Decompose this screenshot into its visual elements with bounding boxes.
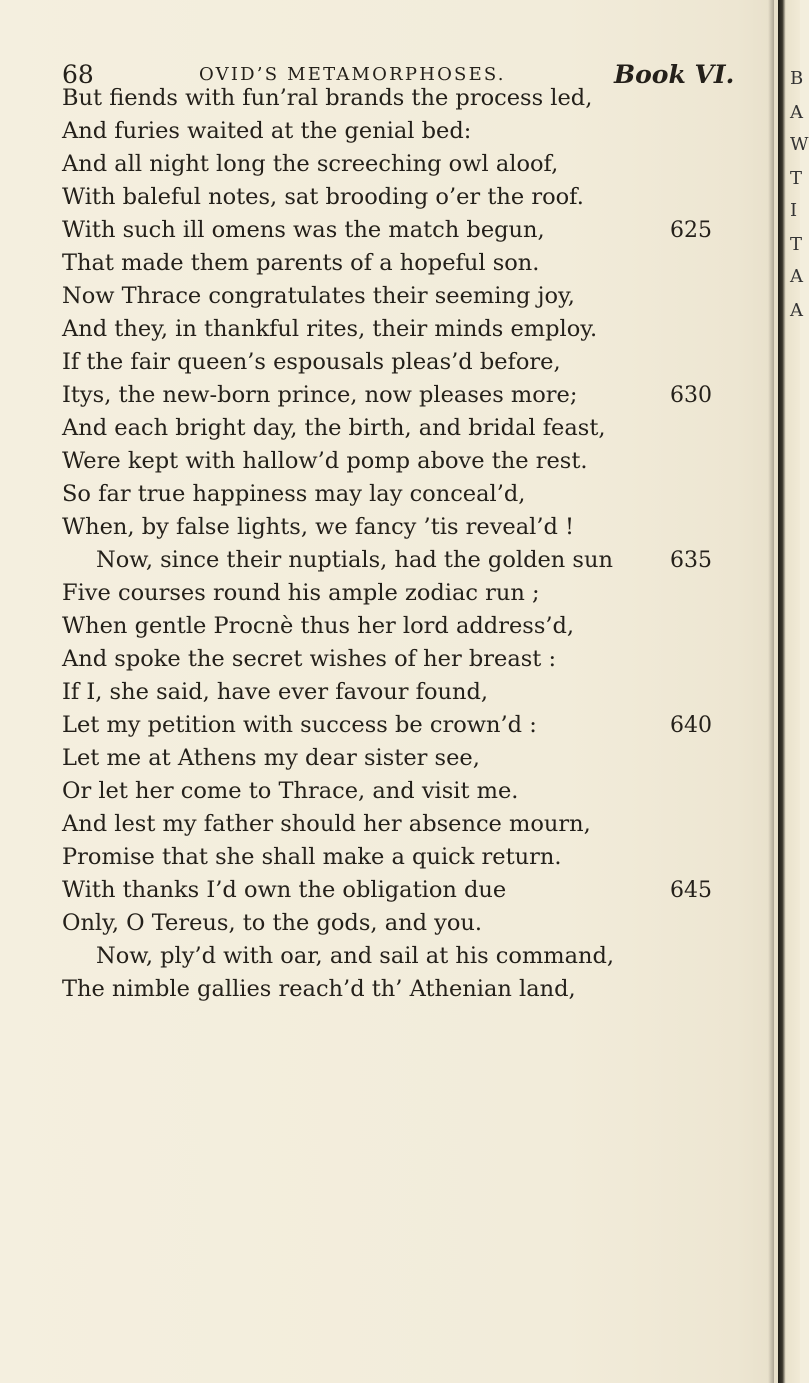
verse-text: And spoke the secret wishes of her breast :: [62, 646, 557, 672]
poem-text: [62, 82, 752, 1006]
adjacent-page-letter: A: [790, 300, 803, 321]
verse-text: That made them parents of a hopeful son.: [62, 250, 540, 276]
verse-line: [62, 412, 752, 445]
adjacent-page-letter: W: [790, 134, 809, 155]
page-number: 68: [62, 60, 94, 89]
verse-line: [62, 874, 752, 907]
verse-line: [62, 973, 752, 1006]
verse-text: So far true happiness may lay conceal’d,: [62, 481, 526, 507]
adjacent-page-letter: B: [790, 68, 804, 89]
verse-text: But fiends with fun’ral brands the process led,: [62, 85, 593, 111]
adjacent-page-letter: I: [790, 200, 798, 221]
adjacent-page-letter: T: [790, 168, 803, 189]
verse-line: [62, 775, 752, 808]
running-title: OVID’S METAMORPHOSES.: [199, 64, 506, 85]
line-number: 635: [670, 548, 712, 573]
verse-text: If the fair queen’s espousals pleas’d before,: [62, 349, 561, 375]
verse-text: Itys, the new-born prince, now pleases more;: [62, 382, 578, 408]
verse-text: If I, she said, have ever favour found,: [62, 679, 489, 705]
verse-text: Let my petition with success be crown’d :: [62, 712, 537, 738]
verse-text: With such ill omens was the match begun,: [62, 217, 545, 243]
line-number: 625: [670, 218, 712, 243]
verse-line: [62, 643, 752, 676]
adjacent-page-letter: T: [790, 234, 803, 255]
verse-line: [62, 544, 752, 577]
verse-line: [62, 511, 752, 544]
verse-text: Now, ply’d with oar, and sail at his command,: [96, 943, 615, 969]
verse-text: Five courses round his ample zodiac run ;: [62, 580, 540, 606]
verse-line: [62, 841, 752, 874]
verse-text: When gentle Procnè thus her lord address’d,: [62, 613, 575, 639]
verse-text: With baleful notes, sat brooding o’er the roof.: [62, 184, 584, 210]
verse-line: [62, 709, 752, 742]
line-number: 640: [670, 713, 712, 738]
verse-line: [62, 577, 752, 610]
verse-line: [62, 808, 752, 841]
verse-text: And each bright day, the birth, and bridal feast,: [62, 415, 606, 441]
line-number: 630: [670, 383, 712, 408]
verse-line: [62, 610, 752, 643]
verse-text: With thanks I’d own the obligation due: [62, 877, 507, 903]
verse-line: [62, 379, 752, 412]
line-number: 645: [670, 878, 712, 903]
verse-line: [62, 445, 752, 478]
verse-line: [62, 346, 752, 379]
page-gutter-shadow: [768, 0, 774, 1383]
verse-line: [62, 181, 752, 214]
verse-text: Or let her come to Thrace, and visit me.: [62, 778, 519, 804]
verse-text: And they, in thankful rites, their minds employ.: [62, 316, 598, 342]
adjacent-page-letter: A: [790, 102, 803, 123]
book-label: Book VI.: [614, 60, 735, 89]
verse-text: Promise that she shall make a quick return.: [62, 844, 562, 870]
verse-line: [62, 676, 752, 709]
verse-text: Now, since their nuptials, had the golden sun: [96, 547, 613, 573]
verse-line: [62, 148, 752, 181]
verse-text: Now Thrace congratulates their seeming joy,: [62, 283, 575, 309]
verse-text: Were kept with hallow’d pomp above the rest.: [62, 448, 588, 474]
verse-text: The nimble gallies reach’d th’ Athenian land,: [62, 976, 576, 1002]
verse-line: [62, 115, 752, 148]
verse-line: [62, 478, 752, 511]
verse-line: [62, 82, 752, 115]
verse-text: And furies waited at the genial bed:: [62, 118, 472, 144]
verse-line: [62, 280, 752, 313]
verse-line: [62, 214, 752, 247]
verse-line: [62, 247, 752, 280]
verse-line: [62, 907, 752, 940]
verse-text: When, by false lights, we fancy ’tis reveal’d !: [62, 514, 575, 540]
verse-text: Let me at Athens my dear sister see,: [62, 745, 480, 771]
verse-line: [62, 742, 752, 775]
verse-text: And all night long the screeching owl aloof,: [62, 151, 559, 177]
verse-text: And lest my father should her absence mourn,: [62, 811, 591, 837]
verse-line: [62, 313, 752, 346]
verse-text: Only, O Tereus, to the gods, and you.: [62, 910, 483, 936]
adjacent-page-letter: A: [790, 266, 803, 287]
verse-line: [62, 940, 752, 973]
